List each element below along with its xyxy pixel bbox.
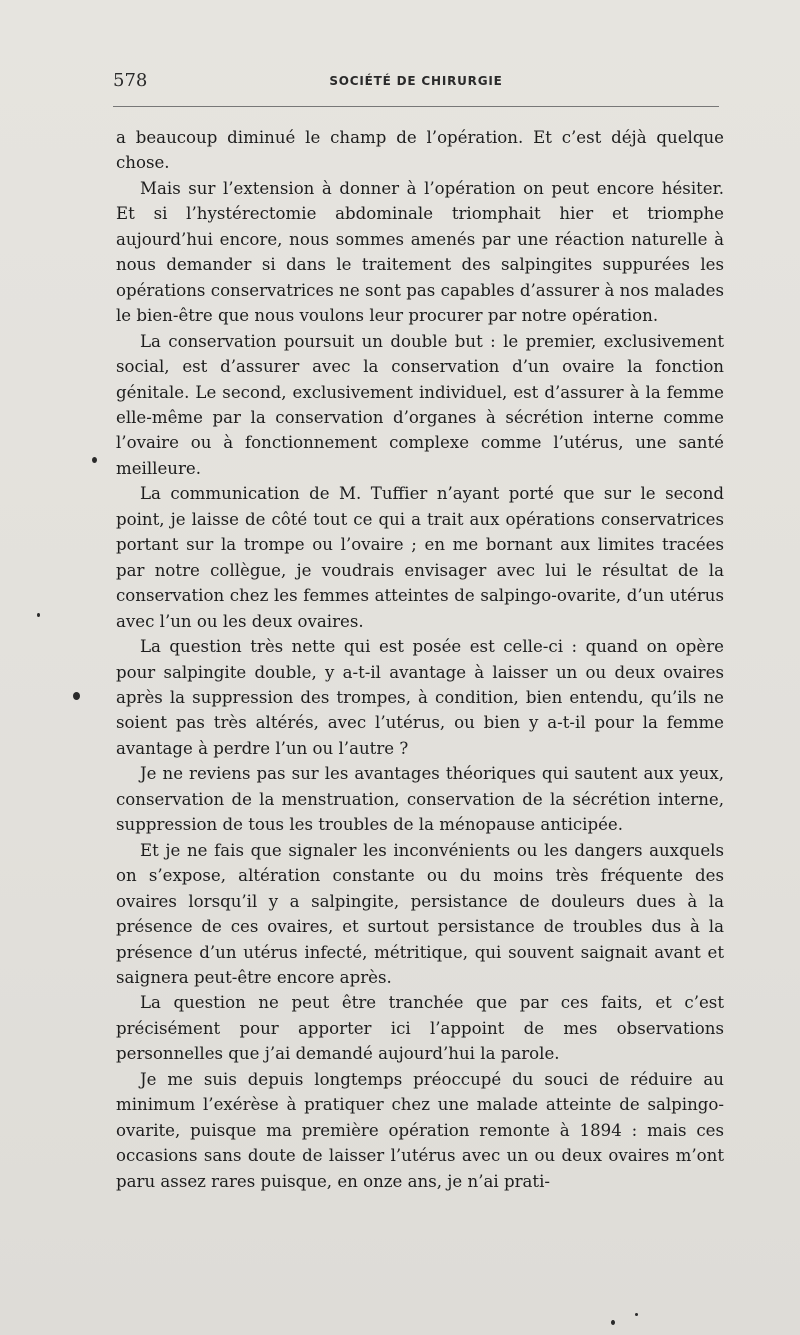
- paragraph: Et je ne fais que signaler les inconvénients ou les dangers auxquels on s’expose, altération constante ou du moins très fréquente des ovaires lorsqu’il y a salpingite, persistance de douleurs dues à la présence de ces ovaires, et surtout persistance de troubles dus à la présence d’un utérus infecté, métritique, qui souvent saignait avant et saignera peut-être encore après.: [116, 840, 724, 987]
- paragraph: La conservation poursuit un double but : le premier, exclusivement social, est d’assurer avec la conservation d’un ovaire la fonction génitale. Le second, exclusivement individuel, est d’assurer à la femme elle-même par la conservation d’organes à sécrétion interne comme l’ovaire ou à fonctionnement complexe comme l’utérus, une santé meilleure.: [116, 331, 724, 478]
- paragraph: Mais sur l’extension à donner à l’opération on peut encore hésiter. Et si l’hystérectomie abdominale triomphait hier et triomphe aujourd’hui encore, nous sommes amenés par une réaction naturelle à nous demander si dans le traitement des salpingites suppurées les opérations conservatrices ne sont pas capables d’assurer à nos malades le bien-être que nous voulons leur procurer par notre opération.: [116, 178, 724, 326]
- ink-speck: [73, 692, 80, 700]
- paragraph: La communication de M. Tuffier n’ayant porté que sur le second point, je laisse de côté tout ce qui a trait aux opérations conservatrices portant sur la trompe ou l’ovaire ; en me bornant aux limites tracées par notre collègue, je voudrais envisager avec lui le résultat de la conservation chez les femmes atteintes de salpingo-ovarite, d’un utérus avec l’un ou les deux ovaires.: [116, 484, 724, 631]
- paragraph: Je ne reviens pas sur les avantages théoriques qui sautent aux yeux, conservation de la menstruation, conservation de la sécrétion interne, suppression de tous les troubles de la ménopause anticipée.: [116, 764, 724, 835]
- page-number: 578: [113, 70, 148, 91]
- paragraph: Je me suis depuis longtemps préoccupé du souci de réduire au minimum l’exérèse à pratiquer chez une malade atteinte de salpingo-ovarite, puisque ma première opération remonte à 1894 : mais ces occasions sans doute de laisser l’utérus avec un ou deux ovaires m’ont paru assez rares puisque, en onze ans, je n’ai prati-: [116, 1069, 724, 1191]
- ink-speck: [92, 457, 97, 463]
- header-rule: [113, 106, 719, 107]
- ink-speck: [37, 613, 40, 617]
- page-header: [113, 70, 719, 94]
- paragraph: a beaucoup diminué le champ de l’opération. Et c’est déjà quelque chose.: [116, 128, 724, 173]
- paragraph: La question ne peut être tranchée que par ces faits, et c’est précisément pour apporter ici l’appoint de mes observations personnelles que j’ai demandé aujourd’hui la parole.: [116, 993, 724, 1064]
- ink-speck: [635, 1313, 638, 1316]
- body-text: [116, 125, 724, 1194]
- ink-speck: [611, 1320, 615, 1325]
- paragraph: La question très nette qui est posée est celle-ci : quand on opère pour salpingite double, y a-t-il avantage à laisser un ou deux ovaires après la suppression des trompes, à condition, bien entendu, qu’ils ne soient pas très altérés, avec l’utérus, ou bien y a-t-il pour la femme avantage à perdre l’un ou l’autre ?: [116, 637, 724, 758]
- running-head: SOCIÉTÉ DE CHIRURGIE: [329, 74, 503, 88]
